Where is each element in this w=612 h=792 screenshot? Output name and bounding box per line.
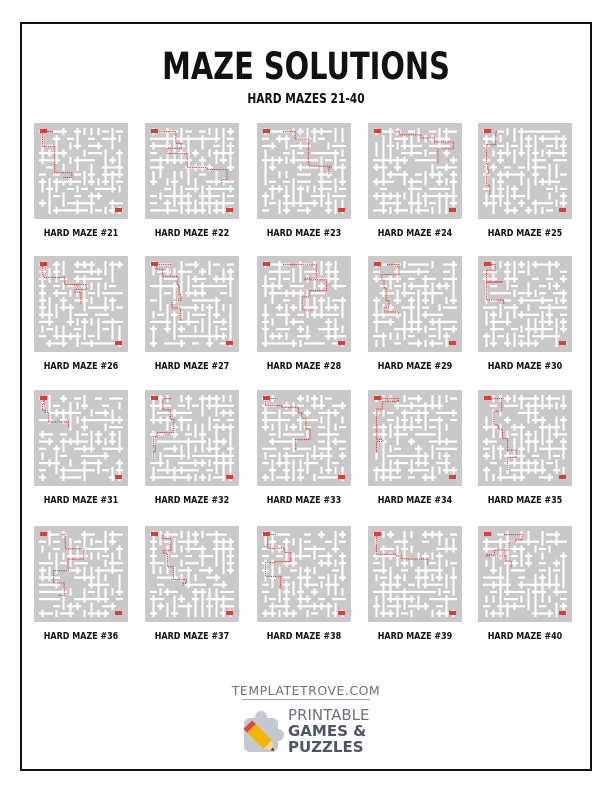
maze-solution-image (478, 526, 572, 622)
maze-card (368, 526, 464, 646)
maze-solution-image (145, 526, 239, 622)
maze-solution-image (478, 123, 572, 219)
maze-card (478, 390, 574, 510)
maze-solution-image (145, 256, 239, 352)
maze-label: HARD MAZE #35 (487, 495, 563, 506)
maze-card (257, 123, 353, 243)
maze-label: HARD MAZE #23 (266, 228, 342, 239)
maze-solution-image (368, 526, 462, 622)
maze-label: HARD MAZE #25 (487, 228, 563, 239)
page-subtitle: HARD MAZES 21-40 (247, 92, 365, 107)
logo-text-line3: PUZZLES (288, 738, 364, 756)
maze-solution-image (257, 256, 351, 352)
maze-card (478, 256, 574, 376)
brand-logo (240, 704, 380, 764)
maze-label: HARD MAZE #27 (154, 361, 230, 372)
maze-label: HARD MAZE #36 (43, 631, 119, 642)
maze-solution-image (145, 390, 239, 486)
maze-card (478, 526, 574, 646)
maze-solution-image (368, 123, 462, 219)
maze-card (478, 123, 574, 243)
maze-card (34, 526, 130, 646)
website-link[interactable]: TEMPLATETROVE.COM (231, 683, 381, 698)
maze-label: HARD MAZE #28 (266, 361, 342, 372)
maze-solution-image (257, 123, 351, 219)
maze-solution-image (145, 123, 239, 219)
maze-solution-image (34, 526, 128, 622)
maze-solution-image (257, 390, 351, 486)
maze-card (145, 390, 241, 510)
maze-card (34, 123, 130, 243)
logo-text-line2: GAMES & (288, 722, 367, 740)
puzzle-pencil-icon (240, 708, 286, 760)
maze-label: HARD MAZE #26 (43, 361, 119, 372)
maze-card (257, 526, 353, 646)
maze-solution-image (34, 390, 128, 486)
maze-card (145, 526, 241, 646)
maze-card (145, 256, 241, 376)
maze-solution-image (478, 256, 572, 352)
maze-solution-image (368, 390, 462, 486)
maze-card (368, 256, 464, 376)
maze-label: HARD MAZE #39 (377, 631, 453, 642)
maze-label: HARD MAZE #37 (154, 631, 230, 642)
maze-label: HARD MAZE #40 (487, 631, 563, 642)
maze-card (257, 390, 353, 510)
maze-label: HARD MAZE #22 (154, 228, 230, 239)
maze-label: HARD MAZE #33 (266, 495, 342, 506)
maze-label: HARD MAZE #21 (43, 228, 119, 239)
maze-card (368, 390, 464, 510)
maze-card (257, 256, 353, 376)
maze-solution-image (34, 256, 128, 352)
maze-card (34, 390, 130, 510)
maze-card (368, 123, 464, 243)
maze-label: HARD MAZE #24 (377, 228, 453, 239)
maze-solution-image (478, 390, 572, 486)
maze-label: HARD MAZE #30 (487, 361, 563, 372)
maze-label: HARD MAZE #32 (154, 495, 230, 506)
page-title: MAZE SOLUTIONS (162, 45, 450, 88)
maze-card (34, 256, 130, 376)
maze-label: HARD MAZE #29 (377, 361, 453, 372)
maze-solution-image (257, 526, 351, 622)
maze-label: HARD MAZE #34 (377, 495, 453, 506)
footer-divider (242, 699, 370, 700)
maze-label: HARD MAZE #31 (43, 495, 119, 506)
maze-solution-image (34, 123, 128, 219)
maze-solution-image (368, 256, 462, 352)
maze-label: HARD MAZE #38 (266, 631, 342, 642)
logo-text-line1: PRINTABLE (288, 706, 370, 724)
maze-card (145, 123, 241, 243)
